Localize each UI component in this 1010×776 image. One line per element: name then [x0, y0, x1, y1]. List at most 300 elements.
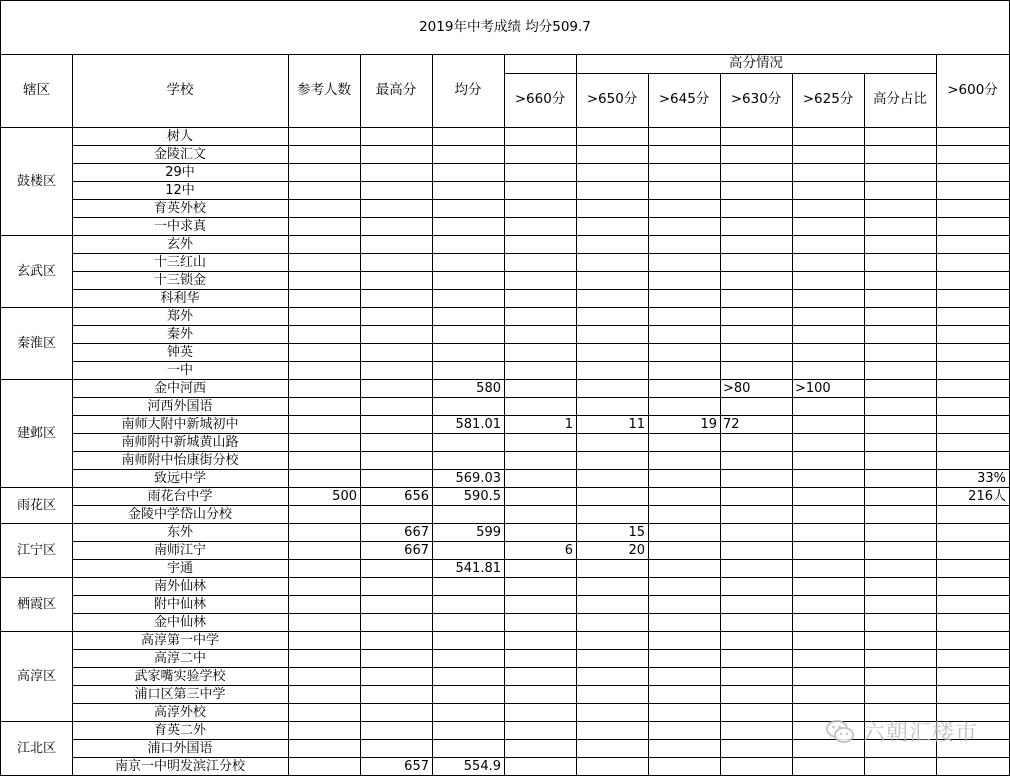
data-cell-gt600	[936, 559, 1010, 578]
school-cell: 高淳第一中学	[72, 631, 289, 650]
data-cell-gt600	[936, 127, 1010, 146]
data-cell-gt645	[648, 577, 721, 596]
data-cell-participants	[288, 649, 361, 668]
data-cell-gt630	[720, 559, 793, 578]
data-cell-gt600	[936, 685, 1010, 704]
data-cell-gt650	[576, 271, 649, 290]
school-cell: 浦口外国语	[72, 739, 289, 758]
data-cell-participants	[288, 415, 361, 434]
data-cell-participants	[288, 667, 361, 686]
data-cell-ratio	[864, 685, 937, 704]
data-cell-gt660	[504, 289, 577, 308]
data-cell-gt625	[792, 469, 865, 488]
data-cell-participants	[288, 613, 361, 632]
data-cell-avg	[432, 307, 505, 326]
data-cell-avg: 580	[432, 379, 505, 398]
data-cell-participants	[288, 271, 361, 290]
data-cell-avg	[432, 685, 505, 704]
data-cell-gt645	[648, 289, 721, 308]
data-cell-gt630	[720, 541, 793, 560]
data-cell-participants	[288, 451, 361, 470]
data-cell-gt600	[936, 757, 1010, 776]
data-cell-gt625	[792, 181, 865, 200]
data-cell-participants	[288, 721, 361, 740]
data-cell-avg	[432, 217, 505, 236]
data-cell-avg: 554.9	[432, 757, 505, 776]
data-cell-max	[360, 595, 433, 614]
data-cell-gt645	[648, 523, 721, 542]
data-cell-gt600	[936, 145, 1010, 164]
data-cell-ratio	[864, 397, 937, 416]
data-cell-gt645	[648, 505, 721, 524]
header-school: 学校	[72, 54, 289, 128]
data-cell-gt600	[936, 541, 1010, 560]
school-cell: 南京一中明发滨江分校	[72, 757, 289, 776]
data-cell-gt645	[648, 343, 721, 362]
data-cell-gt600	[936, 433, 1010, 452]
data-cell-gt645	[648, 487, 721, 506]
data-cell-gt660	[504, 307, 577, 326]
data-cell-gt600	[936, 271, 1010, 290]
district-cell: 雨花区	[0, 487, 73, 524]
data-cell-gt625	[792, 289, 865, 308]
data-cell-participants	[288, 523, 361, 542]
data-cell-gt650	[576, 235, 649, 254]
data-cell-gt625	[792, 541, 865, 560]
district-cell: 秦淮区	[0, 307, 73, 380]
data-cell-max	[360, 415, 433, 434]
data-cell-gt630	[720, 613, 793, 632]
data-cell-gt630	[720, 685, 793, 704]
data-cell-gt630: >80	[720, 379, 793, 398]
data-cell-participants	[288, 703, 361, 722]
data-cell-avg: 590.5	[432, 487, 505, 506]
data-cell-gt630	[720, 721, 793, 740]
data-cell-gt650	[576, 559, 649, 578]
data-cell-gt630	[720, 217, 793, 236]
data-cell-gt650	[576, 163, 649, 182]
data-cell-ratio	[864, 199, 937, 218]
data-cell-gt650	[576, 469, 649, 488]
data-cell-gt650	[576, 649, 649, 668]
data-cell-avg	[432, 127, 505, 146]
data-cell-max	[360, 343, 433, 362]
data-cell-ratio	[864, 541, 937, 560]
data-cell-gt630	[720, 757, 793, 776]
header-gt660: >660分	[504, 73, 577, 128]
data-cell-gt650	[576, 127, 649, 146]
data-cell-ratio	[864, 523, 937, 542]
data-cell-avg	[432, 631, 505, 650]
data-cell-max: 667	[360, 523, 433, 542]
data-cell-avg	[432, 343, 505, 362]
school-cell: 南师江宁	[72, 541, 289, 560]
data-cell-ratio	[864, 469, 937, 488]
data-cell-avg	[432, 613, 505, 632]
data-cell-gt600	[936, 613, 1010, 632]
school-cell: 武家嘴实验学校	[72, 667, 289, 686]
data-cell-avg	[432, 253, 505, 272]
data-cell-gt650	[576, 145, 649, 164]
data-cell-max	[360, 649, 433, 668]
data-cell-ratio	[864, 631, 937, 650]
header-gt600: >600分	[936, 54, 1010, 128]
data-cell-participants	[288, 595, 361, 614]
data-cell-participants	[288, 163, 361, 182]
data-cell-max: 656	[360, 487, 433, 506]
data-cell-max	[360, 289, 433, 308]
data-cell-max	[360, 361, 433, 380]
data-cell-gt625	[792, 451, 865, 470]
data-cell-gt630	[720, 649, 793, 668]
data-cell-ratio	[864, 145, 937, 164]
data-cell-ratio	[864, 577, 937, 596]
data-cell-avg	[432, 451, 505, 470]
data-cell-max	[360, 721, 433, 740]
data-cell-gt630	[720, 631, 793, 650]
data-cell-gt625	[792, 523, 865, 542]
data-cell-gt600	[936, 523, 1010, 542]
data-cell-gt630	[720, 361, 793, 380]
school-cell: 育英外校	[72, 199, 289, 218]
data-cell-gt600	[936, 163, 1010, 182]
data-cell-gt660	[504, 235, 577, 254]
data-cell-max	[360, 397, 433, 416]
data-cell-gt645	[648, 235, 721, 254]
data-cell-gt600	[936, 199, 1010, 218]
data-cell-ratio	[864, 667, 937, 686]
data-cell-max	[360, 631, 433, 650]
data-cell-gt660	[504, 631, 577, 650]
data-cell-participants	[288, 343, 361, 362]
data-cell-gt650	[576, 631, 649, 650]
data-cell-avg	[432, 649, 505, 668]
data-cell-max	[360, 199, 433, 218]
data-cell-ratio	[864, 757, 937, 776]
data-cell-gt660	[504, 433, 577, 452]
data-cell-max	[360, 613, 433, 632]
school-cell: 金中河西	[72, 379, 289, 398]
data-cell-ratio	[864, 379, 937, 398]
header-ratio: 高分占比	[864, 73, 937, 128]
data-cell-ratio	[864, 217, 937, 236]
data-cell-gt630	[720, 577, 793, 596]
school-cell: 浦口区第三中学	[72, 685, 289, 704]
data-cell-gt660	[504, 685, 577, 704]
data-cell-gt625	[792, 487, 865, 506]
district-cell: 玄武区	[0, 235, 73, 308]
data-cell-gt650	[576, 505, 649, 524]
data-cell-gt660	[504, 271, 577, 290]
data-cell-gt600	[936, 415, 1010, 434]
data-cell-gt625	[792, 667, 865, 686]
data-cell-gt625	[792, 595, 865, 614]
data-cell-gt645	[648, 703, 721, 722]
data-cell-ratio	[864, 271, 937, 290]
data-cell-max	[360, 577, 433, 596]
data-cell-gt625	[792, 649, 865, 668]
data-cell-gt660	[504, 559, 577, 578]
data-cell-gt660	[504, 127, 577, 146]
data-cell-avg	[432, 703, 505, 722]
school-cell: 东外	[72, 523, 289, 542]
data-cell-participants	[288, 685, 361, 704]
data-cell-participants	[288, 307, 361, 326]
data-cell-gt650	[576, 253, 649, 272]
data-cell-gt660	[504, 253, 577, 272]
data-cell-participants	[288, 235, 361, 254]
data-cell-gt630	[720, 289, 793, 308]
data-cell-gt645	[648, 379, 721, 398]
data-cell-gt645	[648, 325, 721, 344]
school-cell: 玄外	[72, 235, 289, 254]
data-cell-gt645	[648, 217, 721, 236]
data-cell-gt625	[792, 505, 865, 524]
data-cell-ratio	[864, 451, 937, 470]
data-cell-gt650: 11	[576, 415, 649, 434]
data-cell-gt600: 33%	[936, 469, 1010, 488]
data-cell-gt650	[576, 451, 649, 470]
data-cell-gt645	[648, 685, 721, 704]
data-cell-gt660	[504, 451, 577, 470]
data-cell-avg	[432, 289, 505, 308]
data-cell-gt650	[576, 487, 649, 506]
data-cell-avg	[432, 433, 505, 452]
data-cell-gt650	[576, 613, 649, 632]
data-cell-max	[360, 325, 433, 344]
school-cell: 树人	[72, 127, 289, 146]
data-cell-gt625: >100	[792, 379, 865, 398]
data-cell-gt645	[648, 361, 721, 380]
data-cell-gt625	[792, 163, 865, 182]
data-cell-gt645	[648, 721, 721, 740]
watermark-text: 六朝汇楼市	[862, 721, 978, 746]
data-cell-ratio	[864, 559, 937, 578]
data-cell-gt650	[576, 217, 649, 236]
data-cell-ratio	[864, 433, 937, 452]
data-cell-gt600	[936, 235, 1010, 254]
data-cell-gt650	[576, 397, 649, 416]
data-cell-gt645	[648, 613, 721, 632]
data-cell-gt645	[648, 433, 721, 452]
school-cell: 南师附中新城黄山路	[72, 433, 289, 452]
data-cell-max	[360, 181, 433, 200]
data-cell-gt645	[648, 739, 721, 758]
data-cell-participants	[288, 217, 361, 236]
data-cell-avg	[432, 721, 505, 740]
data-cell-max	[360, 559, 433, 578]
district-cell: 江北区	[0, 721, 73, 776]
data-cell-participants	[288, 253, 361, 272]
school-cell: 南师大附中新城初中	[72, 415, 289, 434]
data-cell-avg	[432, 199, 505, 218]
data-cell-ratio	[864, 487, 937, 506]
data-cell-gt600	[936, 379, 1010, 398]
data-cell-gt650	[576, 289, 649, 308]
data-cell-gt660	[504, 325, 577, 344]
data-cell-participants	[288, 505, 361, 524]
data-cell-avg: 541.81	[432, 559, 505, 578]
data-cell-max: 667	[360, 541, 433, 560]
data-cell-gt660	[504, 757, 577, 776]
data-cell-gt625	[792, 757, 865, 776]
data-cell-avg	[432, 181, 505, 200]
data-cell-gt660	[504, 397, 577, 416]
data-cell-gt630	[720, 181, 793, 200]
data-cell-participants	[288, 181, 361, 200]
data-cell-participants	[288, 397, 361, 416]
header-gt630: >630分	[720, 73, 793, 128]
data-cell-max: 657	[360, 757, 433, 776]
data-cell-ratio	[864, 127, 937, 146]
data-cell-gt630	[720, 667, 793, 686]
data-cell-gt600	[936, 343, 1010, 362]
data-cell-gt650	[576, 181, 649, 200]
data-cell-gt645	[648, 253, 721, 272]
data-cell-gt645	[648, 397, 721, 416]
data-cell-avg	[432, 667, 505, 686]
data-cell-gt600	[936, 397, 1010, 416]
school-cell: 育英二外	[72, 721, 289, 740]
data-cell-participants	[288, 739, 361, 758]
data-cell-participants	[288, 199, 361, 218]
data-cell-gt650	[576, 325, 649, 344]
data-cell-gt660	[504, 721, 577, 740]
school-cell: 附中仙林	[72, 595, 289, 614]
data-cell-gt625	[792, 343, 865, 362]
data-cell-max	[360, 127, 433, 146]
school-cell: 致远中学	[72, 469, 289, 488]
data-cell-gt660: 6	[504, 541, 577, 560]
school-cell: 一中	[72, 361, 289, 380]
data-cell-gt625	[792, 631, 865, 650]
data-cell-avg: 581.01	[432, 415, 505, 434]
data-cell-gt630	[720, 271, 793, 290]
data-cell-gt625	[792, 577, 865, 596]
district-cell: 栖霞区	[0, 577, 73, 632]
data-cell-participants	[288, 145, 361, 164]
data-cell-avg	[432, 595, 505, 614]
data-cell-max	[360, 667, 433, 686]
header-avg-score: 均分	[432, 54, 505, 128]
data-cell-ratio	[864, 181, 937, 200]
school-cell: 秦外	[72, 325, 289, 344]
district-cell: 江宁区	[0, 523, 73, 578]
data-cell-avg	[432, 397, 505, 416]
data-cell-max	[360, 253, 433, 272]
data-cell-gt660	[504, 181, 577, 200]
data-cell-gt630	[720, 199, 793, 218]
data-cell-avg	[432, 541, 505, 560]
data-cell-gt625	[792, 307, 865, 326]
data-cell-gt645	[648, 163, 721, 182]
data-cell-gt600	[936, 289, 1010, 308]
data-cell-gt650	[576, 703, 649, 722]
data-cell-gt625	[792, 325, 865, 344]
data-cell-ratio	[864, 361, 937, 380]
data-cell-ratio	[864, 163, 937, 182]
school-cell: 宇通	[72, 559, 289, 578]
data-cell-gt625	[792, 433, 865, 452]
data-cell-gt650: 20	[576, 541, 649, 560]
data-cell-gt625	[792, 271, 865, 290]
data-cell-gt630	[720, 487, 793, 506]
data-cell-gt630	[720, 739, 793, 758]
data-cell-participants	[288, 757, 361, 776]
data-cell-gt600	[936, 253, 1010, 272]
data-cell-max	[360, 145, 433, 164]
data-cell-avg	[432, 577, 505, 596]
data-cell-gt630	[720, 307, 793, 326]
data-cell-gt600	[936, 307, 1010, 326]
data-cell-gt600	[936, 631, 1010, 650]
watermark	[825, 716, 978, 747]
data-cell-ratio	[864, 289, 937, 308]
data-cell-participants	[288, 379, 361, 398]
school-cell: 郑外	[72, 307, 289, 326]
data-cell-gt630	[720, 325, 793, 344]
data-cell-max	[360, 271, 433, 290]
data-cell-participants	[288, 289, 361, 308]
data-cell-gt645	[648, 667, 721, 686]
data-cell-gt630	[720, 145, 793, 164]
data-cell-participants	[288, 361, 361, 380]
school-cell: 一中求真	[72, 217, 289, 236]
data-cell-gt630	[720, 469, 793, 488]
data-cell-participants	[288, 631, 361, 650]
header-gt645: >645分	[648, 73, 721, 128]
data-cell-avg	[432, 325, 505, 344]
data-cell-gt630	[720, 163, 793, 182]
header-gt625: >625分	[792, 73, 865, 128]
school-cell: 12中	[72, 181, 289, 200]
wechat-icon	[825, 717, 855, 747]
data-cell-max	[360, 703, 433, 722]
data-cell-gt650: 15	[576, 523, 649, 542]
school-cell: 十三红山	[72, 253, 289, 272]
data-cell-max	[360, 379, 433, 398]
data-cell-avg	[432, 361, 505, 380]
data-cell-gt650	[576, 199, 649, 218]
data-cell-gt645	[648, 451, 721, 470]
data-cell-max	[360, 433, 433, 452]
data-cell-ratio	[864, 343, 937, 362]
data-cell-gt660	[504, 145, 577, 164]
school-cell: 南外仙林	[72, 577, 289, 596]
data-cell-participants: 500	[288, 487, 361, 506]
data-cell-gt660	[504, 649, 577, 668]
data-cell-gt630	[720, 595, 793, 614]
data-cell-gt625	[792, 235, 865, 254]
data-cell-gt660: 1	[504, 415, 577, 434]
data-cell-gt660	[504, 379, 577, 398]
data-cell-gt660	[504, 703, 577, 722]
data-cell-gt660	[504, 739, 577, 758]
data-cell-gt660	[504, 343, 577, 362]
data-cell-gt650	[576, 721, 649, 740]
data-cell-max	[360, 505, 433, 524]
data-cell-gt625	[792, 199, 865, 218]
data-cell-participants	[288, 541, 361, 560]
data-cell-gt660	[504, 667, 577, 686]
data-cell-gt645	[648, 649, 721, 668]
data-cell-max	[360, 235, 433, 254]
data-cell-ratio	[864, 613, 937, 632]
data-cell-gt600	[936, 217, 1010, 236]
data-cell-ratio	[864, 505, 937, 524]
data-cell-gt600	[936, 667, 1010, 686]
data-cell-gt645: 19	[648, 415, 721, 434]
